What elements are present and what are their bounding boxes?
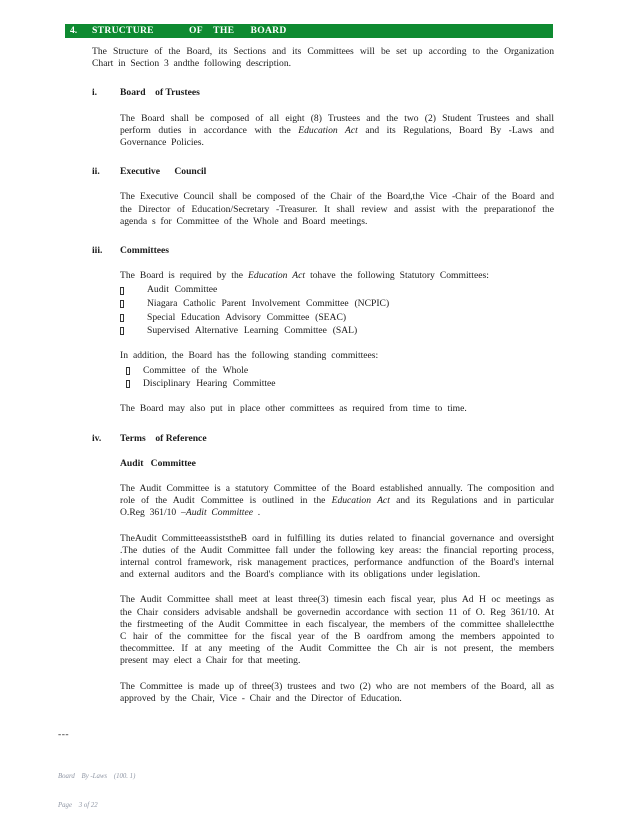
list-item-label: Niagara Catholic Parent Involvement Committee (NCPIC) [147,298,390,310]
paragraph-audit-committee-4: The Committee is made up of three(3) trustees and two (2) who are not members of the Board, all as approved by the Chair, Vice - Chair and the Director of Education. [120,680,554,704]
italic-education-act: Education Act [298,124,358,136]
bullet-box-icon [120,300,124,308]
standing-committees-intro: In addition, the Board has the following standing committees: [120,350,379,362]
section-board-of-trustees [92,87,554,149]
list-item [120,378,554,390]
paragraph-text: The Board is required by the [120,270,249,282]
page-footer [58,753,135,829]
paragraph-audit-committee-2: TheAudit CommitteeassiststheB oard in fulfilling its duties related to financial governance and oversight .The duties of the Audit Committee fall under the following key areas: the financial reporting process, internal control framework, risk management practices, performance andfunction of the Board's internal and external auditors and the Board's compliance with its obligations under legislation. [120,532,554,581]
section-terms-of-reference [92,433,554,705]
list-item-label: Disciplinary Hearing Committee [143,378,276,390]
paragraph-executive-council: The Executive Council shall be composed of the Chair of the Board,the Vice -Chair of the Board and the Director of Education/Secretary -Treasurer. It shall review and assist with the preparationof the agenda s for Committee of the Whole and Board meetings. [120,191,554,227]
italic-audit-committee: Audit Committee [185,507,253,519]
footer-document-title: Board By -Laws (100. 1) [58,773,136,780]
heading-terms-of-reference: Terms of Reference [120,432,207,444]
list-item [120,284,554,296]
list-item [120,312,554,324]
footer-page-number: Page 3 of 22 [58,801,98,809]
section-header-bar [65,24,553,38]
paragraph-text: The Audit Committee is a statutory Committee of the Board established annually. The composition and role of the Audit Committee is outlined in the [120,483,554,507]
paragraph-text: . [252,507,261,519]
heading-committees: Committees [120,245,170,257]
list-item [120,298,554,310]
intro-paragraph: The Structure of the Board, its Sections and its Committees will be set up according to the Organization Chart in Section 3 andthe following description. [92,46,554,70]
list-item [120,365,554,377]
paragraph-text: and its Regulations and in particular O.Reg 361/10 – [120,495,554,519]
bullet-box-icon [126,367,130,375]
statutory-committees-list [120,284,554,337]
bullet-box-icon [126,380,130,388]
list-numeral: ii. [92,166,100,178]
heading-board-of-trustees: Board of Trustees [120,87,200,99]
list-item [120,325,554,337]
section-number: 4. [70,24,78,36]
list-item-label: Committee of the Whole [143,364,249,376]
section-title: STRUCTURE OF THE BOARD [92,24,287,36]
list-item-label: Audit Committee [147,284,218,296]
standing-committees-list [120,365,554,391]
bullet-box-icon [120,314,124,322]
bullet-box-icon [120,287,124,295]
heading-executive-council: Executive Council [120,166,207,178]
paragraph-text: The Board shall be composed of all eight (8) Trustees and the two (2) Student Trustees and shall perform duties in accordance with the [120,112,554,136]
paragraph-board-of-trustees [120,113,554,150]
list-numeral: iv. [92,432,102,444]
list-numeral: iii. [92,245,103,257]
paragraph-text: and its Regulations, Board By -Laws and Governance Policies. [120,124,554,149]
statutory-committees-intro [120,270,554,282]
section-committees [92,245,554,416]
separator-dashes: --- [58,729,70,740]
paragraph-audit-committee-3: The Audit Committee shall meet at least three(3) timesin each fiscal year, plus Ad H oc meetings as the Chair considers advisable andshall be governedin accordance with section 11 of O. Reg 361/10. At the firstmeeting of the Audit Committee in each fiscalyear, the members of the committee shallelectthe C hair of the committee for the fiscal year of the B oardfrom among the members appointed to thecommittee. If at any meeting of the Audit Committee the Ch air is not present, the members present may elect a Chair for that meeting. [120,594,554,667]
italic-education-act: Education Act [331,495,390,507]
section-executive-council [92,166,554,228]
paragraph-text: tohave the following Statutory Committees: [305,270,489,282]
paragraph-audit-committee-1 [120,483,554,520]
bullet-box-icon [120,327,124,335]
list-item-label: Special Education Advisory Committee (SEAC) [147,311,347,323]
list-numeral: i. [92,87,98,99]
document-body [92,46,554,705]
other-committees-note: The Board may also put in place other committees as required from time to time. [120,403,467,415]
heading-audit-committee: Audit Committee [120,457,196,469]
list-item-label: Supervised Alternative Learning Committee (SAL) [147,325,358,337]
italic-education-act: Education Act [248,270,306,282]
